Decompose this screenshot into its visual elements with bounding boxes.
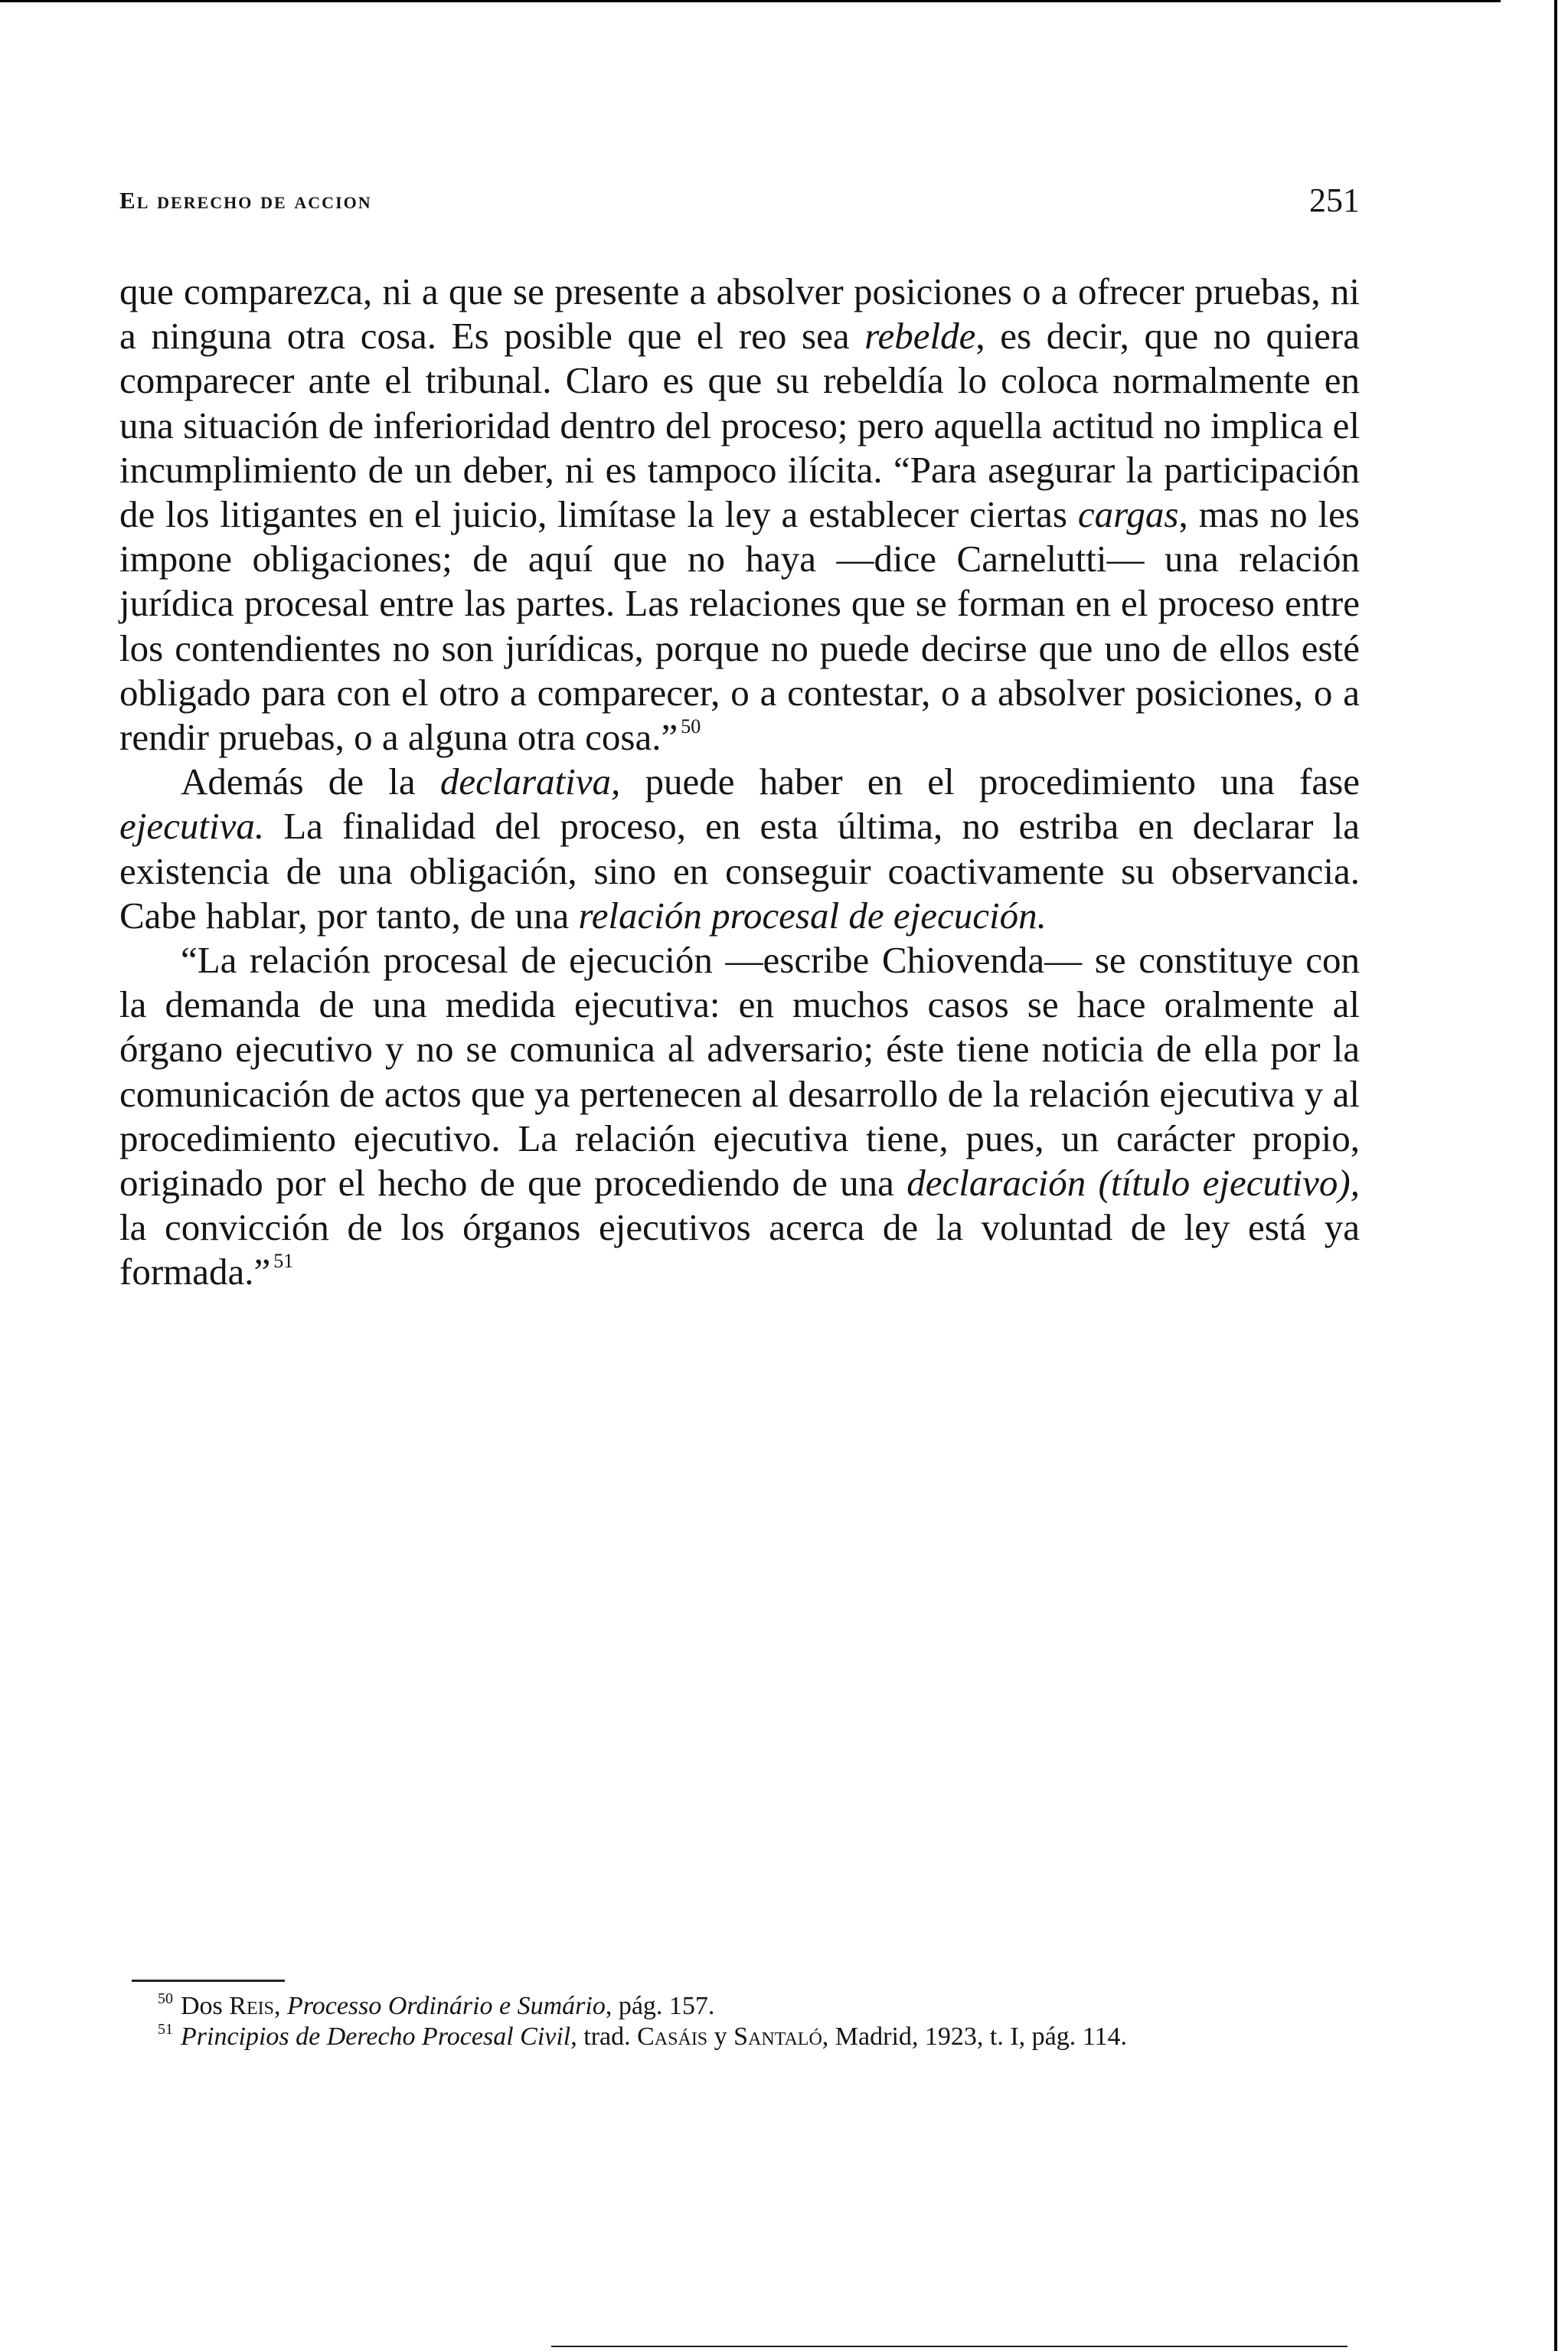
body-text — [119, 270, 1360, 1295]
translator-name: Casáis — [637, 2022, 708, 2051]
italic-term: cargas — [1077, 493, 1179, 536]
italic-term: declarativa, — [439, 760, 621, 803]
footnote-number: 51 — [158, 2021, 173, 2038]
footnote-50: $^{50}$ Dos Reis, Processo Ordinário e Sumário, pág. 157. — [158, 1990, 715, 2020]
italic-term: rebelde — [864, 315, 976, 358]
scan-right-edge — [1554, 0, 1557, 2351]
work-title: Principios de Derecho Procesal Civil — [181, 2022, 571, 2051]
paragraph-1: que comparezca, ni a que se presente a absolver posiciones o a ofrecer pruebas, ni a ninguna otra cosa. Es posible que el reo sea rebelde, es decir, que no quiera comparecer ante el tribunal. Claro es que su rebeldía lo coloca normalmente en una situación de inferioridad dentro del proceso; pero aquella actitud no implica el incumplimiento de un deber, ni es tampoco ilícita. “Para asegurar la participación de los litigantes en el juicio, limítase la ley a establecer ciertas cargas, mas no les impone obligaciones; de aquí que no haya —dice Carnelutti— una relación jurídica procesal entre las partes. Las relaciones que se forman en el proceso entre los contendientes no son jurídicas, porque no puede decirse que uno de ellos esté obligado para con el otro a comparecer, o a contestar, o a absolver posiciones, o a rendir pruebas, o a alguna otra cosa.” $^{50}$ — [119, 270, 1360, 759]
italic-term: declaración (título ejecutivo), — [906, 1162, 1360, 1205]
running-title: El derecho de accion — [119, 187, 372, 214]
italic-term: ejecutiva. — [119, 805, 265, 848]
work-title: Processo Ordinário e Sumário — [286, 1992, 606, 2020]
footnotes — [119, 1991, 1337, 2052]
scan-bottom-edge — [551, 2346, 1348, 2347]
scan-top-edge — [0, 0, 1501, 2]
paragraph-3: “La relación procesal de ejecución —escribe Chiovenda— se constituye con la demanda de una medida ejecutiva: en muchos casos se hace oralmente al órgano ejecutivo y no se comunica al adversario; éste tiene noticia de ella por la comunicación de actos que ya pertenecen al desarrollo de la relación ejecutiva y al procedimiento ejecutivo. La relación ejecutiva tiene, pues, un carácter propio, originado por el hecho de que procediendo de una declaración (título ejecutivo), la convicción de los órganos ejecutivos acerca de la voluntad de ley está ya formada.” $^{51}$ — [119, 939, 1360, 1293]
footnote-separator — [132, 1980, 285, 1982]
running-head — [119, 181, 1360, 227]
paragraph-2: Además de la declarativa, puede haber en el procedimiento una fase ejecutiva. La finalidad del proceso, en esta última, no estriba en declarar la existencia de una obligación, sino en conseguir coactivamente su observancia. Cabe hablar, por tanto, de una relación procesal de ejecución. — [119, 760, 1360, 937]
page-number: 251 — [1309, 181, 1360, 219]
footnote-ref-50: 50 — [681, 715, 701, 738]
translator-name: Santaló — [733, 2022, 822, 2051]
author-name: Reis — [229, 1992, 274, 2020]
footnote-number: 50 — [158, 1990, 173, 2007]
footnote-ref-51: 51 — [273, 1250, 294, 1273]
footnote-51: $^{51}$ Principios de Derecho Procesal Civil, trad. Casáis y Santaló, Madrid, 1923, t. I, pág. 114. — [158, 2021, 1127, 2051]
italic-term: relación procesal de ejecución. — [578, 894, 1047, 937]
